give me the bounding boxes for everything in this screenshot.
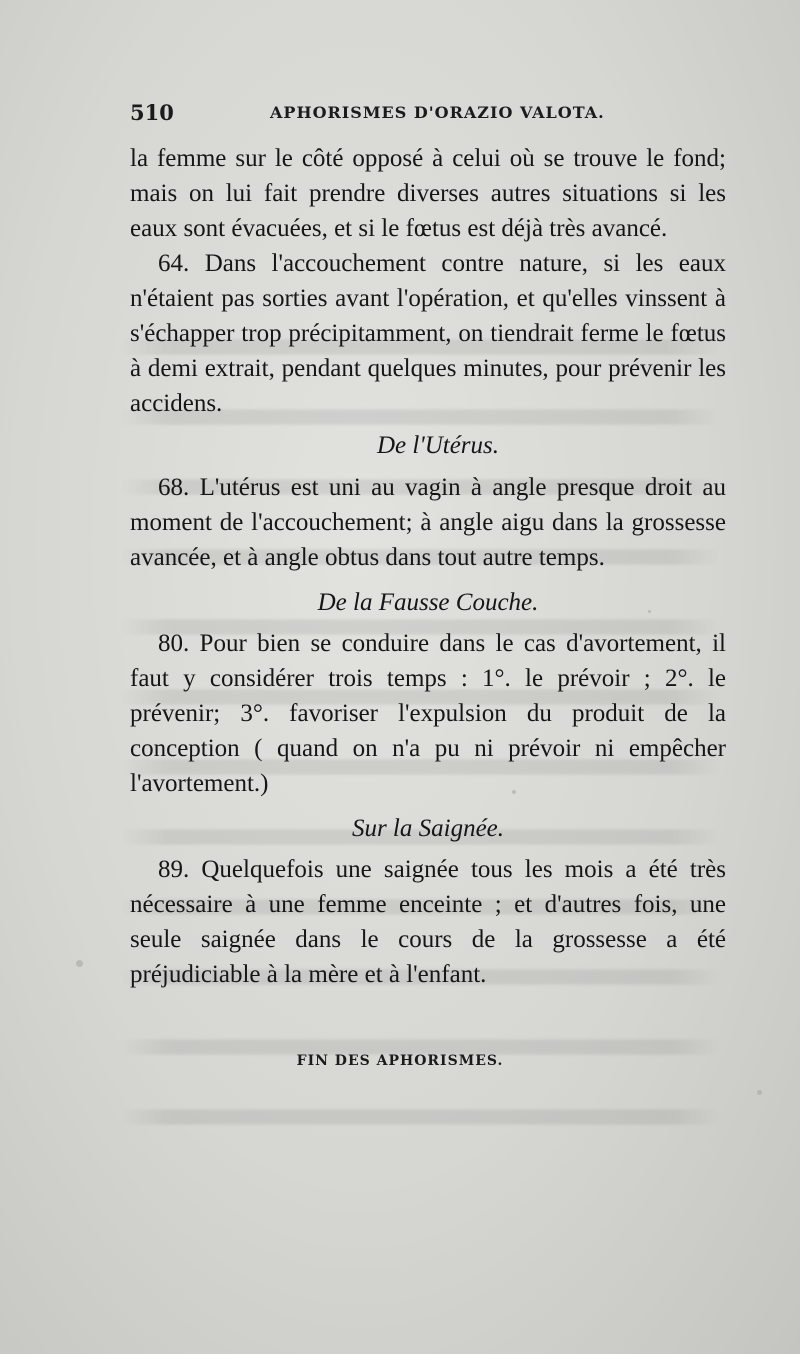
- aphorism-68: 68. L'utérus est uni au vagin à angle presque droit au moment de l'accouchement; à angle aigu dans la grossesse avancée, et à angle obtus dans tout autre temps.: [130, 474, 726, 571]
- aphorism-89: 89. Quelquefois une saignée tous les mois a été très nécessaire à une femme enceinte ; et d'autres fois, une seule saignée dans le cours de la grossesse a été préjudiciable à la mère et à l'enfant.: [130, 856, 726, 988]
- section-heading-fausse-couche: De la Fausse Couche.: [317, 589, 539, 616]
- aphorism-80: 80. Pour bien se conduire dans le cas d'avortement, il faut y considérer trois temps : 1°. le prévoir ; 2°. le prévenir; 3°. favoriser l'expulsion du produit de la conception ( quand on n'a pu ni prévoir ni empêcher l'avortement.): [130, 630, 726, 797]
- body-text: [130, 141, 726, 992]
- running-head: APHORISMES D'ORAZIO VALOTA.: [270, 103, 605, 122]
- end-marker: FIN DES APHORISMES.: [296, 1053, 504, 1069]
- section-heading-saignee: Sur la Saignée.: [351, 815, 505, 842]
- paper-speck: [757, 1090, 762, 1095]
- paragraph-continuation: la femme sur le côté opposé à celui où se trouve le fond; mais on lui fait prendre diverses autres situations si les eaux sont évacuées, et si le fœtus est déjà très avancé.: [130, 145, 726, 242]
- aphorism-64: 64. Dans l'accouchement contre nature, si les eaux n'étaient pas sorties avant l'opération, et qu'elles vinssent à s'échapper trop précipitamment, on tiendrait ferme le fœtus à demi extrait, pendant quelques minutes, pour prévenir les accidens.: [130, 250, 726, 417]
- page-number: 510: [130, 100, 174, 125]
- section-heading-uterus: De l'Utérus.: [377, 432, 499, 459]
- page-header: [130, 100, 726, 132]
- paper-speck: [76, 960, 83, 967]
